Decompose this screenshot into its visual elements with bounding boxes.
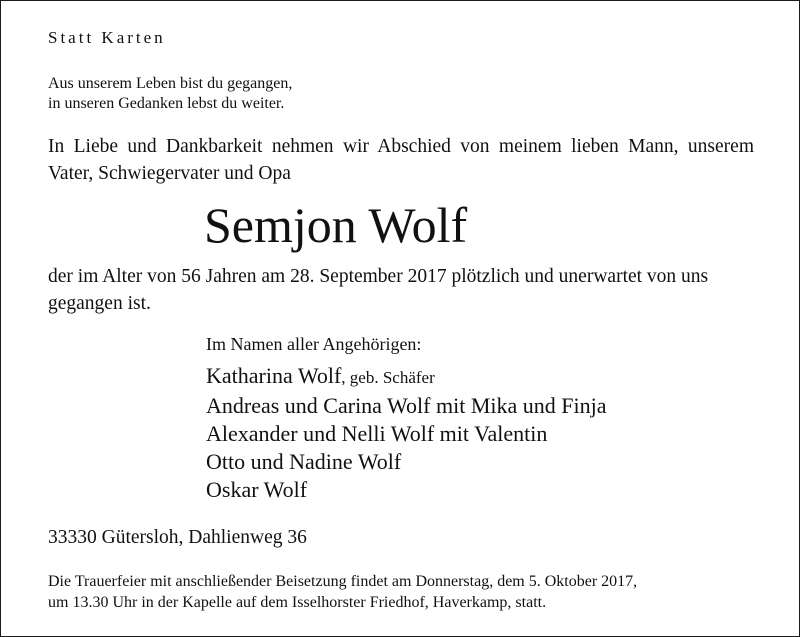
motto-verse: [48, 74, 292, 114]
service-line: Die Trauerfeier mit anschließender Beisetzung findet am Donnerstag, dem 5. Oktober 2017,: [48, 573, 638, 590]
intro-text: In Liebe und Dankbarkeit nehmen wir Abschied von meinem lieben Mann, unserem Vater, Schwiegervater und Opa: [48, 136, 754, 184]
mourner-item: [206, 392, 607, 420]
mourner-item: [206, 448, 607, 476]
mourners-intro: Im Namen aller Angehörigen:: [206, 334, 422, 354]
mourner-item: [206, 476, 607, 504]
mourner-name: Katharina Wolf: [206, 363, 342, 388]
death-notice: der im Alter von 56 Jahren am 28. September 2017 plötzlich und unerwartet von uns gegangen ist.: [48, 266, 709, 314]
mourner-item: [206, 420, 607, 448]
mourner-name: Alexander und Nelli Wolf mit Valentin: [206, 421, 548, 446]
motto-line: in unseren Gedanken lebst du weiter.: [48, 95, 285, 112]
mourner-name: Oskar Wolf: [206, 477, 308, 502]
family-address: 33330 Gütersloh, Dahlienweg 36: [48, 527, 307, 548]
maiden-name-note: , geb. Schäfer: [341, 368, 435, 387]
deceased-name: Semjon Wolf: [204, 197, 468, 253]
mourners-list: [206, 362, 607, 504]
mourner-name: Otto und Nadine Wolf: [206, 449, 402, 474]
mourner-name: Andreas und Carina Wolf mit Mika und Finja: [206, 393, 607, 418]
mourner-item: [206, 362, 607, 392]
header-statt-karten: Statt Karten: [48, 28, 166, 47]
service-line: um 13.30 Uhr in der Kapelle auf dem Isselhorster Friedhof, Haverkamp, statt.: [48, 594, 547, 611]
funeral-service-info: [48, 571, 754, 613]
motto-line: Aus unserem Leben bist du gegangen,: [48, 75, 293, 92]
